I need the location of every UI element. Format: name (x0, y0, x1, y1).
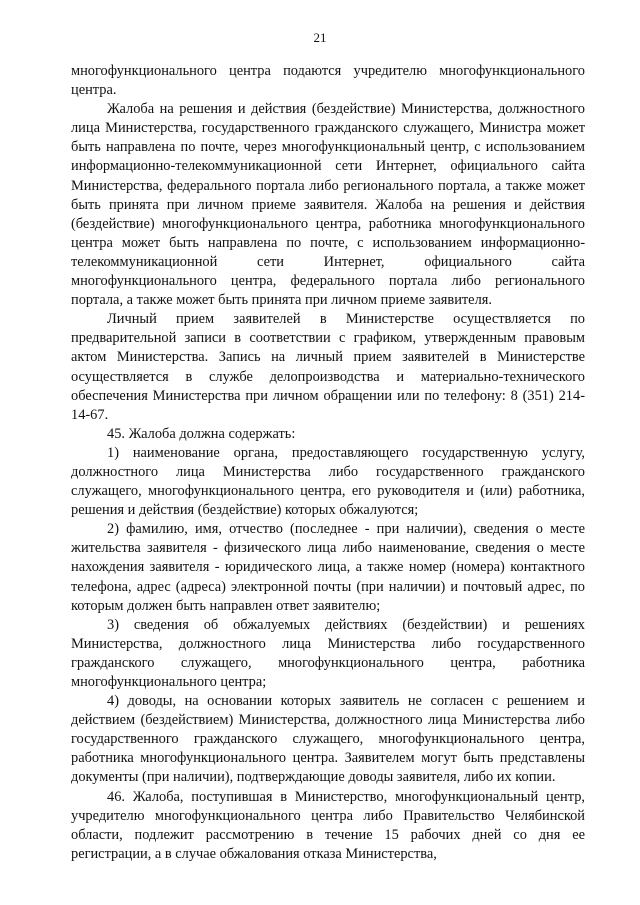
page-number: 21 (313, 30, 327, 45)
paragraph-complaint-channels: Жалоба на решения и действия (бездействие) Министерства, должностного лица Министерства, государственного гражданского служащего, Министра может быть направлена по почте, через многофункциональный центр, с использованием информационно-телекоммуникационной сети Интернет, официального сайта Министерства, федерального портала либо регионального портала, а также может быть принята при личном приеме заявителя. Жалоба на решения и действия (бездействие) многофункционального центра, работника многофункционального центра может быть направлена по почте, с использованием информационно-телекоммуникационной сети Интернет, официального сайта многофункционального центра, федерального портала либо регионального портала, а также может быть принята при личном приеме заявителя. (71, 101, 585, 309)
paragraph-continuation: многофункционального центра подаются учредителю многофункционального центра. (71, 63, 585, 99)
paragraph-item-45: 45. Жалоба должна содержать: (107, 425, 296, 442)
document-body (71, 62, 585, 864)
paragraph-subitem-1: 1) наименование органа, предоставляющего государственную услугу, должностного лица Министерства либо государственного гражданского служащего, многофункционального центра, его руководителя и (или) работника, решения и действия (бездействие) которых обжалуются; (71, 444, 585, 519)
paragraph-subitem-3: 3) сведения об обжалуемых действиях (бездействии) и решениях Министерства, должностного лица Министерства либо государственного гражданского служащего, многофункционального центра, работника многофункционального центра; (71, 616, 585, 690)
paragraph-item-46: 46. Жалоба, поступившая в Министерство, многофункциональный центр, учредителю многофункционального центра либо Правительство Челябинской области, подлежит рассмотрению в течение 15 рабочих дней со дня ее регистрации, а в случае обжалования отказа Министерства, (71, 788, 585, 862)
paragraph-subitem-2: 2) фамилию, имя, отчество (последнее - при наличии), сведения о месте жительства заявителя - физического лица либо наименование, сведения о месте нахождения заявителя - юридического лица, а также номер (номера) контактного телефона, адрес (адреса) электронной почты (при наличии) и почтовый адрес, по которым должен быть направлен ответ заявителю; (71, 521, 585, 614)
paragraph-personal-reception: Личный прием заявителей в Министерстве осуществляется по предварительной записи в соответствии с графиком, утвержденным правовым актом Министерства. Запись на личный прием заявителей в Министерстве осуществляется в службе делопроизводства и материально-технического обеспечения Министерства при личном обращении или по телефону: 8 (351) 214-14-67. (71, 311, 585, 423)
paragraph-subitem-4: 4) доводы, на основании которых заявитель не согласен с решением и действием (бездействием) Министерства, должностного лица Министерства либо государственного гражданского служащего, многофункционального центра, работника многофункционального центра. Заявителем могут быть представлены документы (при наличии), подтверждающие доводы заявителя, либо их копии. (71, 693, 585, 786)
